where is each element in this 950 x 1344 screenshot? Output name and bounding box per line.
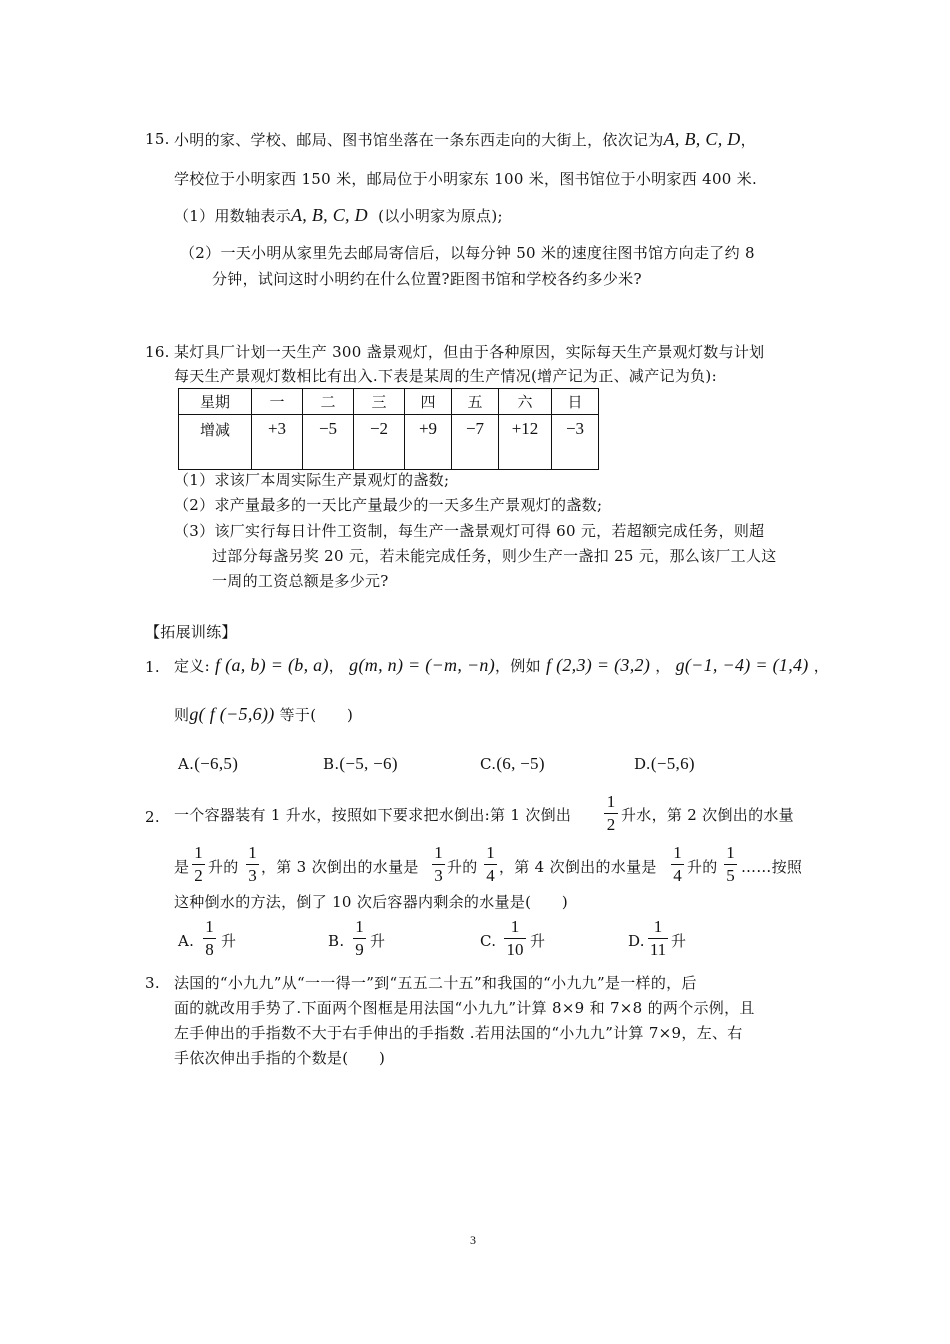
fraction-bar bbox=[192, 864, 205, 865]
t3-line4: 手依次伸出手指的个数是( ) bbox=[174, 1049, 386, 1067]
q15-part1 bbox=[174, 205, 503, 226]
fraction-denominator: 8 bbox=[205, 940, 214, 959]
t2-option-a-label: A. bbox=[178, 932, 195, 950]
table-cell: 日 bbox=[552, 389, 599, 415]
q16-part3-line1: （3）该厂实行每日计件工资制，每生产一盏景观灯可得 60 元，若超额完成任务，则超 bbox=[174, 522, 765, 540]
t2-line2-g: ……按照 bbox=[741, 858, 803, 876]
table-cell: −7 bbox=[452, 415, 499, 470]
t1-expr4: g(−1, −4) = (1,4) bbox=[675, 655, 809, 675]
t2-option-b-label: B. bbox=[328, 932, 345, 950]
t1-sep3: ， bbox=[813, 657, 829, 675]
t2-option-c-label: C. bbox=[480, 932, 497, 950]
fraction-numerator: 1 bbox=[673, 843, 682, 862]
t2-line1-b: 升水，第 2 次倒出的水量 bbox=[621, 806, 794, 824]
table-cell: 增减 bbox=[179, 415, 252, 470]
fraction-bar bbox=[504, 938, 526, 939]
t2-line2-a: 是 bbox=[174, 858, 190, 876]
fraction-bar bbox=[246, 864, 259, 865]
t1-expr2: g(m, n) = (−m, −n) bbox=[349, 655, 495, 675]
fraction-one-half bbox=[192, 843, 205, 886]
t2-line3: 这种倒水的方法，倒了 10 次后容器内剩余的水量是( ) bbox=[174, 893, 569, 911]
t2-line2-e: ，第 4 次倒出的水量是 bbox=[499, 858, 657, 876]
fraction-numerator: 1 bbox=[355, 917, 364, 936]
fraction-numerator: 1 bbox=[653, 917, 663, 936]
t2-line2-c: ，第 3 次倒出的水量是 bbox=[261, 858, 419, 876]
t1-question-math: g( f (−5,6)) bbox=[189, 704, 275, 724]
t1-question-suffix: 等于( ) bbox=[279, 706, 354, 724]
q16-line1: 某灯具厂计划一天生产 300 盏景观灯，但由于各种原因，实际每天生产景观灯数与计划 bbox=[174, 343, 765, 361]
fraction-denominator: 4 bbox=[673, 866, 682, 885]
t2-line2-f: 升的 bbox=[687, 858, 718, 876]
table-cell: −2 bbox=[354, 415, 405, 470]
fraction-bar bbox=[203, 938, 216, 939]
fraction-denominator: 3 bbox=[434, 866, 443, 885]
t1-mid: ，例如 bbox=[495, 657, 541, 675]
fraction-denominator: 2 bbox=[194, 866, 203, 885]
fraction-one-fifth bbox=[724, 843, 737, 886]
fraction-denominator: 10 bbox=[506, 940, 524, 959]
q15-line1-end: ， bbox=[740, 131, 756, 149]
t2-option-d-unit: 升 bbox=[671, 932, 687, 950]
q16-part1: （1）求该厂本周实际生产景观灯的盏数; bbox=[174, 471, 450, 489]
fraction-numerator: 1 bbox=[606, 792, 616, 811]
option-value: (−5, −6) bbox=[339, 754, 398, 773]
fraction-denominator: 5 bbox=[726, 866, 735, 885]
fraction-numerator: 1 bbox=[194, 843, 203, 862]
table-cell: +3 bbox=[252, 415, 303, 470]
fraction-denominator: 11 bbox=[649, 940, 667, 959]
q15-line1 bbox=[174, 129, 756, 150]
t1-question-prefix: 则 bbox=[174, 706, 190, 724]
fraction-bar bbox=[671, 864, 684, 865]
table-cell: 一 bbox=[252, 389, 303, 415]
table-cell: 四 bbox=[405, 389, 452, 415]
fraction-bar bbox=[432, 864, 445, 865]
option-label: D. bbox=[634, 755, 651, 773]
fraction-one-fourth bbox=[484, 843, 497, 886]
t1-option-d bbox=[634, 754, 695, 774]
fraction-numerator: 1 bbox=[510, 917, 520, 936]
t1-sep2: ， bbox=[655, 657, 671, 675]
t1-question bbox=[174, 704, 353, 725]
fraction-bar bbox=[724, 864, 737, 865]
t1-label: 定义: bbox=[174, 657, 210, 675]
option-label: C. bbox=[480, 755, 497, 773]
table-cell: 三 bbox=[354, 389, 405, 415]
fraction-numerator: 1 bbox=[486, 843, 495, 862]
t2-option-a-unit: 升 bbox=[221, 932, 237, 950]
t2-line2-b: 升的 bbox=[208, 858, 239, 876]
t1-option-b bbox=[323, 754, 398, 774]
t1-number: 1. bbox=[145, 658, 160, 676]
fraction-bar bbox=[353, 938, 366, 939]
fraction-numerator: 1 bbox=[248, 843, 257, 862]
t1-sep1: ， bbox=[328, 657, 345, 675]
fraction-numerator: 1 bbox=[726, 843, 735, 862]
option-label: B. bbox=[323, 755, 340, 773]
table-cell: 六 bbox=[499, 389, 552, 415]
t1-expr1: f (a, b) = (b, a) bbox=[215, 655, 329, 675]
q15-part2-line2: 分钟，试问这时小明约在什么位置?距图书馆和学校各约多少米? bbox=[212, 270, 642, 288]
t2-option-b-fraction bbox=[353, 917, 366, 960]
production-table bbox=[178, 388, 599, 470]
option-label: A. bbox=[178, 755, 195, 773]
fraction-denominator: 9 bbox=[355, 940, 364, 959]
t2-line2-d: 升的 bbox=[447, 858, 478, 876]
fraction-one-half bbox=[604, 792, 618, 835]
t3-line2: 面的就改用手势了.下面两个图框是用法国“小九九”计算 8×9 和 7×8 的两个示例，且 bbox=[174, 999, 755, 1017]
page-number: 3 bbox=[470, 1233, 476, 1247]
fraction-denominator: 3 bbox=[248, 866, 257, 885]
fraction-bar bbox=[484, 864, 497, 865]
table-header-row bbox=[179, 389, 599, 415]
t2-option-a-fraction bbox=[203, 917, 216, 960]
table-cell: −5 bbox=[303, 415, 354, 470]
t2-number: 2. bbox=[145, 808, 160, 826]
t1-expr3: f (2,3) = (3,2) bbox=[545, 655, 651, 675]
table-cell: 二 bbox=[303, 389, 354, 415]
t2-option-b-unit: 升 bbox=[370, 932, 386, 950]
q15-number: 15. bbox=[145, 130, 170, 148]
t3-line3: 左手伸出的手指数不大于右手伸出的手指数 .若用法国的“小九九”计算 7×9，左、右 bbox=[174, 1024, 743, 1042]
q16-part3-line3: 一周的工资总额是多少元? bbox=[212, 572, 389, 590]
q15-part1-text: （1）用数轴表示 bbox=[174, 207, 291, 225]
option-value: (6, −5) bbox=[496, 754, 545, 773]
fraction-bar bbox=[604, 813, 618, 814]
option-value: (−5,6) bbox=[650, 754, 695, 773]
t1-line1 bbox=[174, 655, 829, 676]
table-cell: +9 bbox=[405, 415, 452, 470]
q15-part1-end: (以小明家为原点); bbox=[378, 207, 503, 225]
fraction-denominator: 2 bbox=[606, 815, 616, 834]
q16-line2: 每天生产景观灯数相比有出入.下表是某周的生产情况(增产记为正、减产记为负): bbox=[174, 367, 717, 385]
table-cell: 五 bbox=[452, 389, 499, 415]
fraction-one-third bbox=[246, 843, 259, 886]
table-row bbox=[179, 415, 599, 470]
table-cell: +12 bbox=[499, 415, 552, 470]
q15-line2: 学校位于小明家西 150 米，邮局位于小明家东 100 米，图书馆位于小明家西 400 米. bbox=[174, 170, 758, 188]
q16-number: 16. bbox=[145, 343, 170, 361]
fraction-denominator: 4 bbox=[486, 866, 495, 885]
fraction-numerator: 1 bbox=[205, 917, 214, 936]
t3-number: 3. bbox=[145, 974, 160, 992]
table-cell: −3 bbox=[552, 415, 599, 470]
fraction-one-fourth bbox=[671, 843, 684, 886]
q16-part2: （2）求产量最多的一天比产量最少的一天多生产景观灯的盏数; bbox=[174, 496, 603, 514]
t2-option-c-fraction bbox=[504, 917, 526, 960]
q15-line1-text: 小明的家、学校、邮局、图书馆坐落在一条东西走向的大街上，依次记为 bbox=[174, 131, 664, 149]
q15-part2-line1: （2）一天小明从家里先去邮局寄信后，以每分钟 50 米的速度往图书馆方向走了约 8 bbox=[180, 244, 755, 262]
q16-part3-line2: 过部分每盏另奖 20 元，若未能完成任务，则少生产一盏扣 25 元，那么该厂工人这 bbox=[212, 547, 777, 565]
section-title: 【拓展训练】 bbox=[145, 623, 237, 641]
fraction-bar bbox=[648, 938, 668, 939]
option-value: (−6,5) bbox=[194, 754, 239, 773]
t2-option-d-fraction bbox=[648, 917, 668, 960]
fraction-numerator: 1 bbox=[434, 843, 443, 862]
fraction-one-third bbox=[432, 843, 445, 886]
t2-line1-a: 一个容器装有 1 升水，按照如下要求把水倒出:第 1 次倒出 bbox=[174, 806, 572, 824]
q15-line1-math: A, B, C, D bbox=[663, 129, 741, 149]
t2-option-c-unit: 升 bbox=[530, 932, 546, 950]
t3-line1: 法国的“小九九”从“一一得一”到“五五二十五”和我国的“小九九”是一样的，后 bbox=[174, 974, 697, 992]
t2-option-d-label: D. bbox=[628, 932, 645, 950]
t1-option-a bbox=[178, 754, 238, 774]
t1-option-c bbox=[480, 754, 545, 774]
q15-part1-math: A, B, C, D bbox=[290, 205, 368, 225]
table-cell: 星期 bbox=[179, 389, 252, 415]
